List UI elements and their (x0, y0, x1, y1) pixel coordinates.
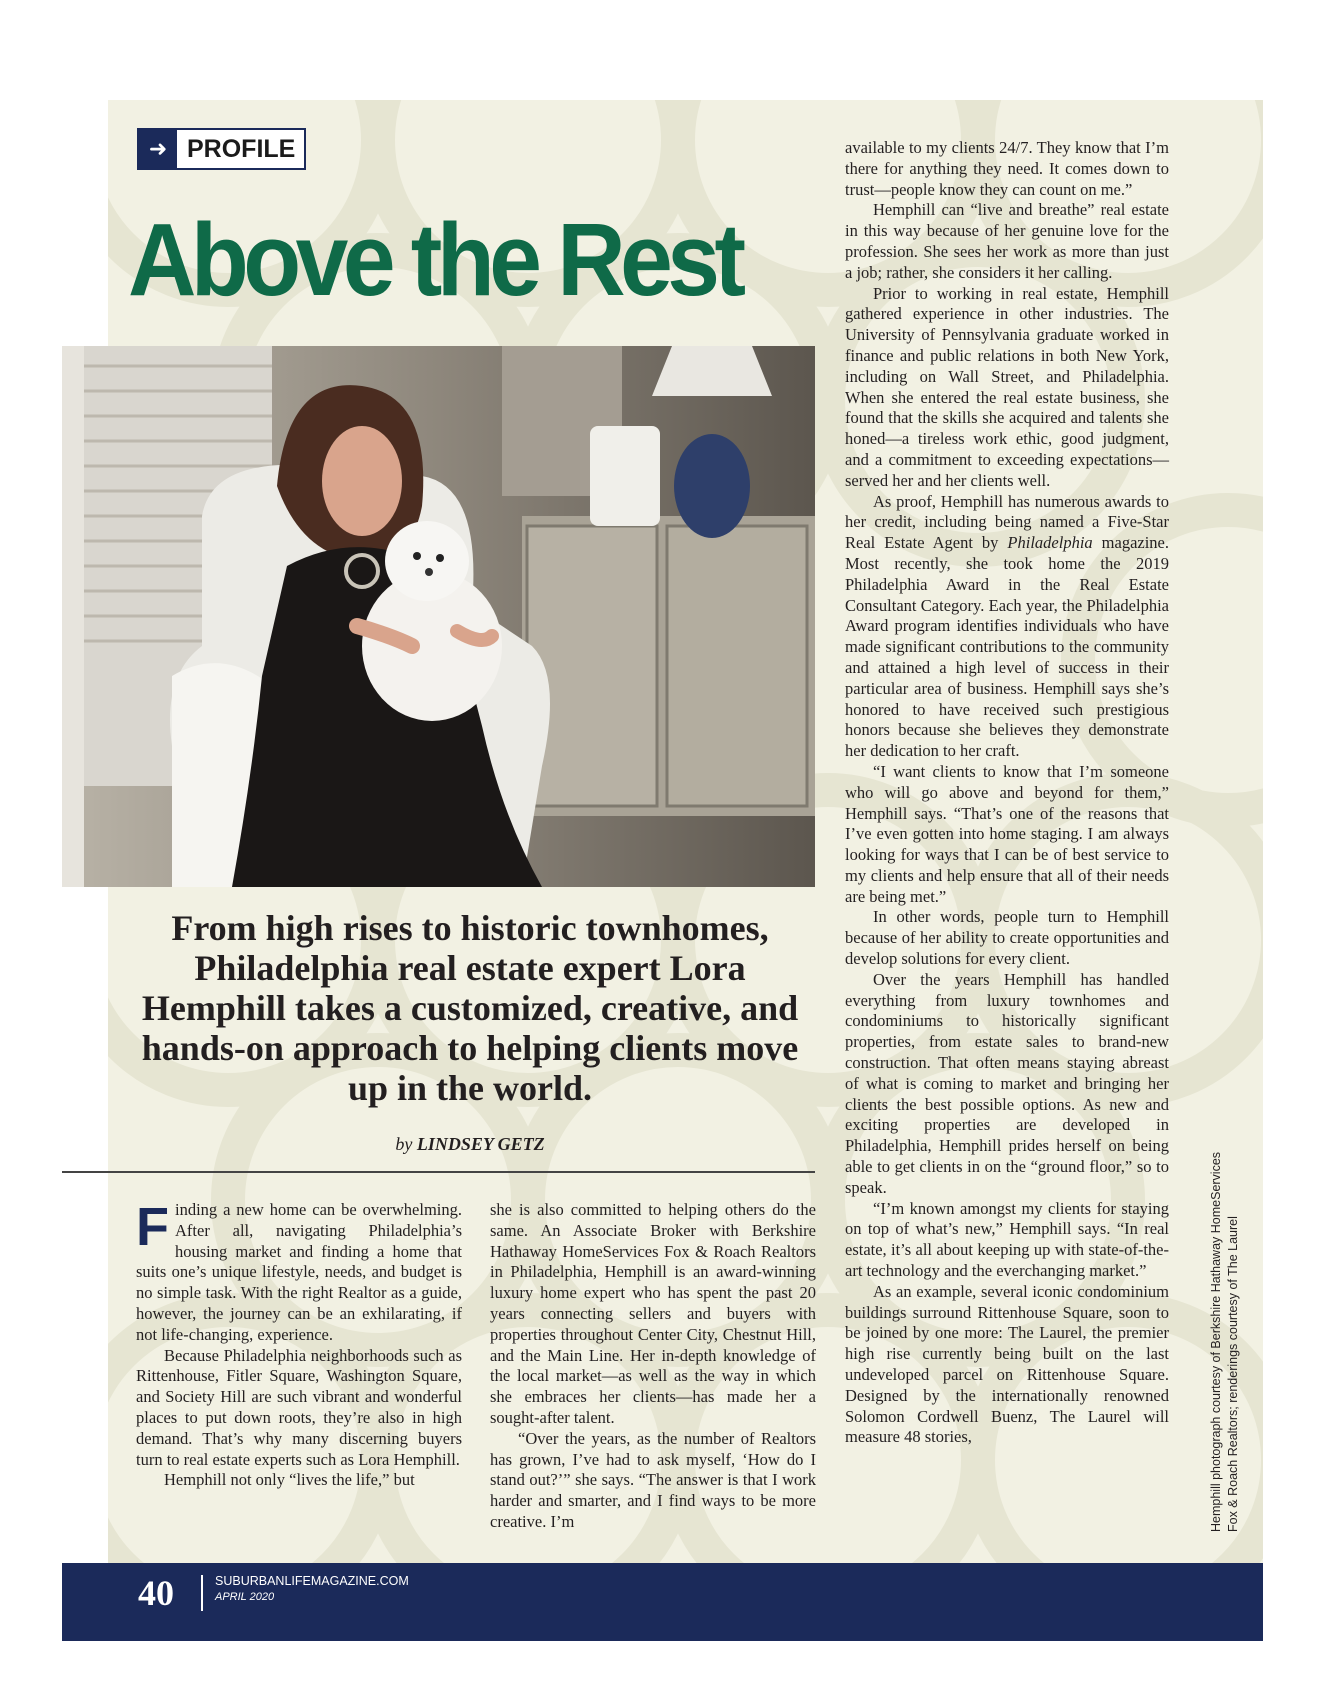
section-tag-label: PROFILE (187, 134, 296, 163)
magazine-name: Philadelphia (1007, 533, 1093, 553)
byline-prefix: by (395, 1134, 413, 1154)
photo-credit-line: Hemphill photograph courtesy of Berkshire Hathaway HomeServices (1209, 1151, 1223, 1532)
divider (62, 1171, 815, 1173)
headline: Above the Rest (128, 202, 741, 317)
byline (140, 1134, 800, 1155)
footer-website: SUBURBANLIFEMAGAZINE.COM (215, 1574, 409, 1588)
page-footer (62, 1563, 1263, 1641)
footer-issue-date: APRIL 2020 (215, 1591, 275, 1603)
body-paragraph: As an example, several iconic condominium buildings surround Rittenhouse Square, soon to be joined by one more: The Laurel, the premier high rise currently being built on the last undeveloped parcel on Rittenhouse Square. Designed by the internationally renowned Solomon Cordwell Buenz, The Laurel will measure 48 stories, (845, 1281, 1169, 1447)
body-paragraph: Over the years Hemphill has handled everything from luxury townhomes and condominiums to historically significant properties, from estate sales to brand-new construction. That often means staying abreast of what is coming to market and bringing her clients the best possible options. As new and exciting properties are developed in Philadelphia, Hemphill prides herself on being able to get clients in on the “ground floor,” so to speak. (845, 969, 1169, 1197)
body-paragraph: available to my clients 24/7. They know that I’m there for anything they need. It comes down to trust—people know they can count on me.” (845, 138, 1169, 199)
body-paragraph: In other words, people turn to Hemphill because of her ability to create opportunities and develop solutions for every client. (845, 907, 1169, 969)
section-tag (137, 128, 306, 170)
page-number: 40 (138, 1573, 174, 1613)
body-paragraph: “I’m known amongst my clients for staying on top of what’s new,” Hemphill says. “In real estate, it’s all about keeping up with state-of-the-art technology and the everchanging market.” (845, 1198, 1169, 1281)
body-column-1 (136, 1197, 462, 1491)
body-paragraph: Because Philadelphia neighborhoods such as Rittenhouse, Fitler Square, Washington Square, and Society Hill are such vibrant and wonderful places to put down roots, they’re also in high demand. That’s why many discerning buyers turn to real estate experts such as Lora Hemphill. (136, 1345, 462, 1469)
body-paragraph: “Over the years, as the number of Realtors has grown, I’ve had to ask myself, ‘How do I stand out?’” she says. “The answer is that I work harder and smarter, and I find ways to be more creative. I’m (490, 1428, 816, 1531)
paragraph-text: inding a new home can be overwhelming. After all, navigating Philadelphia’s housing market and finding a home that suits one’s unique lifestyle, needs, and budget is no simple task. With the right Realtor as a guide, however, the journey can be an exhilarating, if not life-changing, experience. (136, 1200, 462, 1344)
page-margin (1263, 60, 1325, 1640)
paragraph-text: As proof, Hemphill has numerous awards to her credit, including being named a Five-Star Real Estate Agent by (845, 491, 1169, 553)
deck-subheadline: From high rises to historic townhomes, Philadelphia real estate expert Lora Hemphill takes a customized, creative, and hands-on approach to helping clients move up in the world. (141, 908, 799, 1108)
paragraph-text: magazine. Most recently, she took home the 2019 Philadelphia Award in the Real Estate Consultant Category. Each year, the Philadelphia Award program identifies individuals who have made significant contributions to the community and attained a high level of success in their particular area of business. Hemphill says she’s honored to have received such prestigious honors because she believes they demonstrate her dedication to her craft. (845, 533, 1169, 761)
photo-credit (1208, 1072, 1242, 1532)
footer-divider (201, 1575, 203, 1611)
author-name: LINDSEY GETZ (416, 1134, 545, 1154)
body-paragraph: Hemphill not only “lives the life,” but (164, 1470, 415, 1490)
body-column-2 (490, 1200, 816, 1533)
portrait-photo (62, 346, 815, 887)
arrow-right-icon: ➜ (139, 130, 177, 168)
body-paragraph (136, 1197, 462, 1346)
body-paragraph: Hemphill can “live and breathe” real estate in this way because of her genuine love for the profession. She sees her work as more than just a job; rather, she considers it her calling. (845, 200, 1169, 282)
body-column-3 (845, 138, 1169, 1448)
drop-cap: F (136, 1197, 169, 1257)
body-paragraph: she is also committed to helping others do the same. An Associate Broker with Berkshire Hathaway HomeServices Fox & Roach Realtors in Philadelphia, Hemphill is an award-winning luxury home expert who has spent the past 20 years connecting sellers and buyers with properties throughout Center City, Chestnut Hill, and the Main Line. Her in-depth knowledge of the local market—as well as the way in which she embraces her clients—has made her a sought-after talent. (490, 1200, 816, 1427)
photo-credit-line: Fox & Roach Realtors; renderings courtesy of The Laurel (1226, 1216, 1240, 1532)
body-paragraph: “I want clients to know that I’m someone who will go above and beyond for them,” Hemphill says. “That’s one of the reasons that I’ve even gotten into home staging. I am always looking for ways that I can be of best service to my clients and help ensure that all of their needs are being met.” (845, 761, 1169, 906)
body-paragraph: Prior to working in real estate, Hemphill gathered experience in other industries. The University of Pennsylvania graduate worked in finance and public relations in both New York, including on Wall Street, and Philadelphia. When she entered the real estate business, she found that the skills she acquired and talents she honed—a tireless work ethic, good judgment, and a commitment to exceeding expectations—served her and her clients well. (845, 283, 1169, 490)
body-paragraph (845, 492, 1169, 762)
